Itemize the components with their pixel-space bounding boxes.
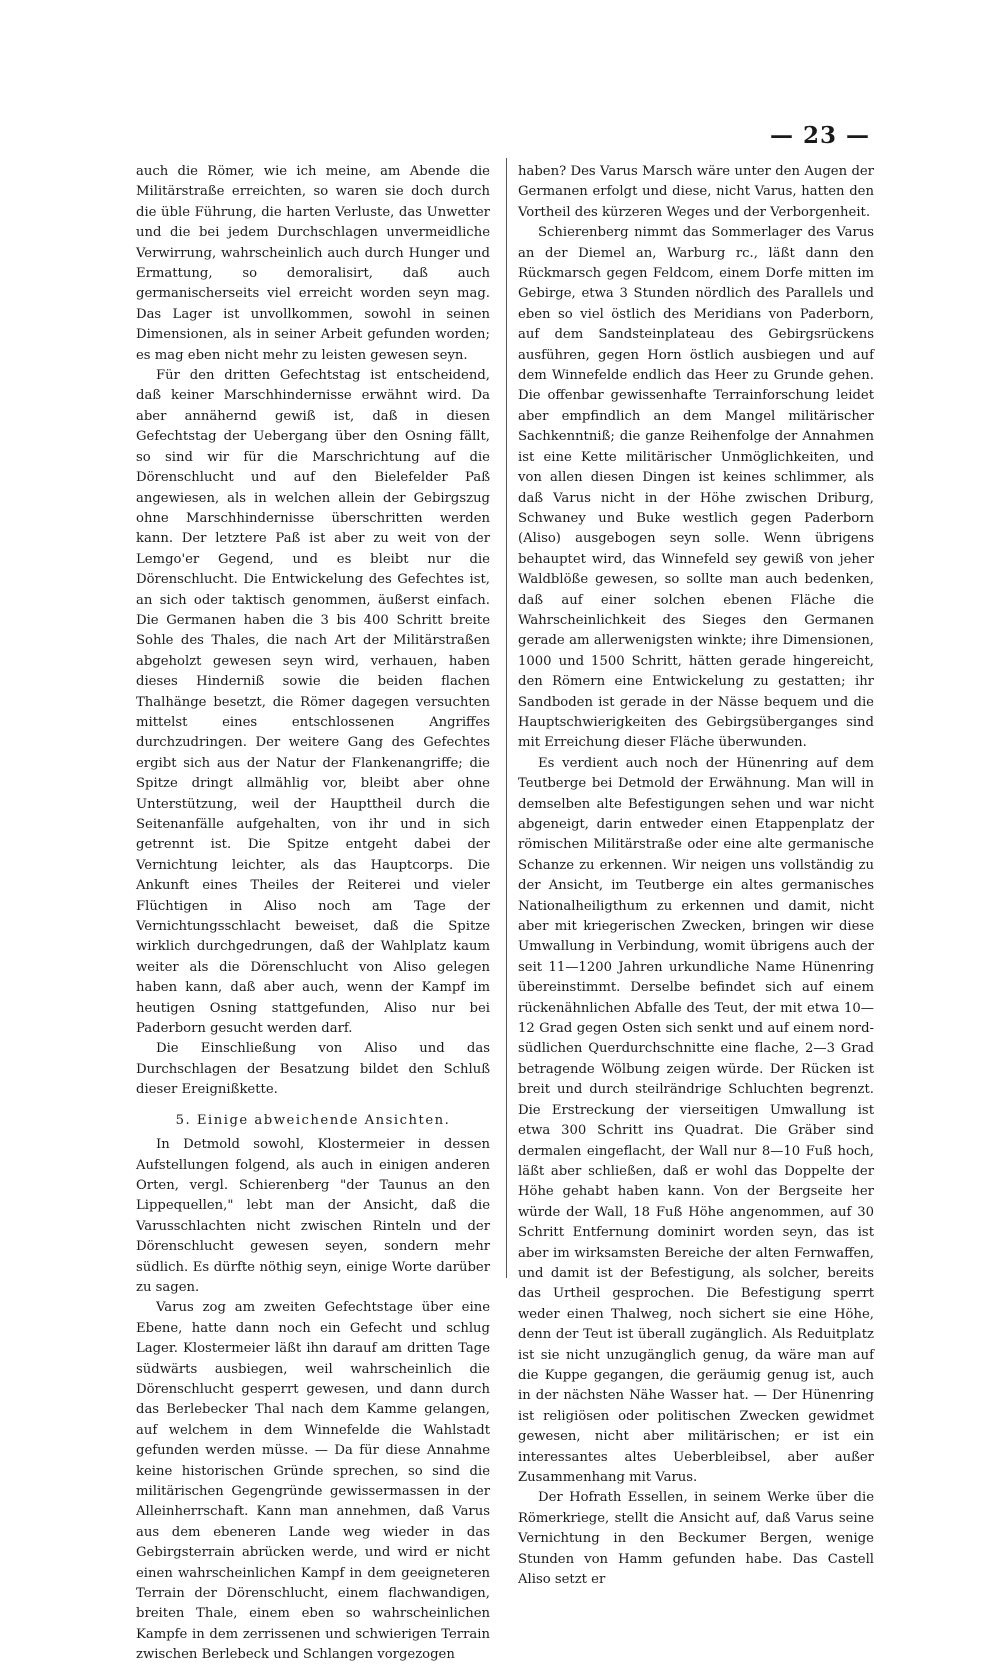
page-number: — 23 — <box>769 122 870 149</box>
paragraph: Es verdient auch noch der Hünenring auf dem Teutberge bei Detmold der Erwähnung. Man will in demselben alte Befestigungen sehen und war nicht abgeneigt, darin entweder einen Etappenplatz der römischen Militärstraße oder eine alte germanische Schanze zu erkennen. Wir neigen uns vollständig zu der Ansicht, im Teutberge ein altes germanisches Nationalheiligthum zu erkennen und damit, nicht aber mit kriegerischen Zwecken, bringen wir diese Umwallung in Verbindung, womit übrigens auch der seit 11—1200 Jahren urkundliche Name Hünenring übereinstimmt. Derselbe befindet sich auf einem rückenähnlichen Abfalle des Teut, der mit etwa 10—12 Grad gegen Osten sich senkt und auf einem nord-südlichen Querdurchschnitte eine flache, 2—3 Grad betragende Wölbung zeigen würde. Der Rücken ist breit und durch steilrändrige Schluchten begrenzt. Die Erstreckung der vierseitigen Umwallung ist etwa 300 Schritt ins Quadrat. Die Gräber sind dermalen eingeflacht, der Wall nur 8—10 Fuß hoch, läßt aber schließen, daß er wohl das Doppelte der Höhe gehabt haben kann. Von der Bergseite her würde der Wall, 18 Fuß Höhe angenommen, auf 30 Schritt Entfernung dominirt worden seyn, das ist aber im wirksamsten Bereiche der alten Fernwaffen, und damit ist der Befestigung, als solcher, bereits das Urtheil gesprochen. Die Befestigung sperrt weder einen Thalweg, noch sichert sie eine Höhe, denn der Teut ist überall zugänglich. Als Reduitplatz ist sie nicht unzugänglich genug, da wäre man auf die Kuppe gegangen, die geräumig genug ist, auch in der nächsten Nähe Wasser hat. — Der Hünenring ist religiösen oder politischen Zwecken gewidmet gewesen, nicht aber militärischen; er ist ein interessantes altes Ueberbleibsel, aber außer Zusammenhang mit Varus. <box>518 755 874 1485</box>
paragraph: Für den dritten Gefechtstag ist entscheidend, daß keiner Marschhindernisse erwähnt wird. Da aber annähernd gewiß ist, daß in diesen Gefechtstag der Uebergang über den Osning fällt, so sind wir für die Marschrichtung auf die Dörenschlucht und auf den Bielefelder Paß angewiesen, als in welchen allein der Gebirgszug ohne Marschhindernisse überschritten werden kann. Der letztere Paß ist aber zu weit von der Lemgo'er Gegend, und es bleibt nur die Dörenschlucht. Die Entwickelung des Gefechtes ist, an sich oder taktisch genommen, äußerst einfach. Die Germanen haben die 3 bis 400 Schritt breite Sohle des Thales, die nach Art der Militärstraßen abgeholzt gewesen seyn wird, verhauen, haben dieses Hinderniß sowie die beiden flachen Thalhänge besetzt, die Römer dagegen versuchten mittelst eines entschlossenen Angriffes durchzudringen. Der weitere Gang des Gefechtes ergibt sich aus der Natur der Flankenangriffe; die Spitze dringt allmählig vor, bleibt aber ohne Unterstützung, weil der Haupttheil durch die Seitenanfälle aufgehalten, von ihr und in sich getrennt ist. Die Spitze entgeht dabei der Vernichtung leichter, als das Hauptcorps. Die Ankunft eines Theiles der Reiterei und vieler Flüchtigen in Aliso noch am Tage der Vernichtungsschlacht beweiset, daß die Spitze wirklich durchgedrungen, daß der Wahlplatz kaum weiter als die Dörenschlucht von Aliso gelegen haben kann, daß aber auch, wenn der Kampf im heutigen Osning stattgefunden, Aliso nur bei Paderborn gesucht werden darf. <box>136 368 490 1037</box>
column-divider <box>506 158 507 1278</box>
paragraph: Schierenberg nimmt das Sommerlager des Varus an der Diemel an, Warburg rc., läßt dann den Rückmarsch gegen Feldcom, einem Dorfe mitten im Gebirge, etwa 3 Stunden nördlich des Parallels und eben so viel östlich des Meridians von Paderborn, auf dem Sandsteinplateau des Gebirgsrückens ausführen, gegen Horn östlich ausbiegen und auf dem Winnefelde endlich das Heer zu Grunde gehen. Die offenbar gewissenhafte Terrainforschung leidet aber empfindlich an dem Mangel militärischer Sachkenntniß; die ganze Reihenfolge der Annahmen ist eine Kette militärischer Unmöglichkeiten, und von allen diesen Dingen ist keines schlimmer, als daß Varus nicht in der Höhe zwischen Driburg, Schwaney und Buke westlich gegen Paderborn (Aliso) ausgebogen seyn solle. Wenn übrigens behauptet wird, das Winnefeld sey gewiß von jeher Waldblöße gewesen, so sollte man auch bedenken, daß auf einer solchen ebenen Fläche die Wahrscheinlichkeit des Sieges den Germanen gerade am allerwenigsten winkte; ihre Dimensionen, 1000 und 1500 Schritt, hätten gerade hingereicht, den Römern eine Entwickelung zu gestatten; ihr Sandboden ist gerade in der Nässe bequem und die Hauptschwierigkeiten des Gebirgsüberganges sind mit Erreichung dieser Fläche überwunden. <box>518 225 874 751</box>
paragraph: In Detmold sowohl, Klostermeier in dessen Aufstellungen folgend, als auch in einigen anderen Orten, vergl. Schierenberg "der Taunus an den Lippequellen," lebt man der Ansicht, daß die Varusschlachten nicht zwischen Rinteln und der Dörenschlucht gewesen seyen, sondern mehr südlich. Es dürfte nöthig seyn, einige Worte darüber zu sagen. <box>136 1137 490 1295</box>
right-column <box>518 162 874 1590</box>
paragraph: Varus zog am zweiten Gefechtstage über eine Ebene, hatte dann noch ein Gefecht und schlug Lager. Klostermeier läßt ihn darauf am dritten Tage südwärts ausbiegen, weil wahrscheinlich die Dörenschlucht gesperrt gewesen, und dann durch das Berlebecker Thal nach dem Kamme gelangen, auf welchem in dem Winnefelde die Wahlstadt gefunden werden müsse. — Da für diese Annahme keine historischen Gründe sprechen, so sind die militärischen Gegengründe gewissermassen in der Alleinherrschaft. Kann man annehmen, daß Varus aus dem ebeneren Lande weg wieder in das Gebirgsterrain abrücken werde, und wird er nicht einen wahrscheinlichen Kampf in dem geeigneteren Terrain der Dörenschlucht, einem flachwandigen, breiten Thale, einem eben so wahrscheinlichen Kampfe in dem zerrissenen und schwierigen Terrain zwischen Berlebeck und Schlangen vorgezogen <box>136 1300 490 1663</box>
paragraph: auch die Römer, wie ich meine, am Abende die Militärstraße erreichten, so waren sie doch durch die üble Führung, die harten Verluste, das Unwetter und die bei jedem Durchschlagen unvermeidliche Verwirrung, wahrscheinlich auch durch Hunger und Ermattung, so demoralisirt, daß auch germanischerseits viel erreicht worden seyn mag. Das Lager ist unvollkommen, sowohl in seinen Dimensionen, als in seiner Arbeit gefunden worden; es mag eben nicht mehr zu leisten gewesen seyn. <box>136 164 490 363</box>
section-heading: 5. Einige abweichende Ansichten. <box>175 1112 451 1128</box>
paragraph: Der Hofrath Essellen, in seinem Werke über die Römerkriege, stellt die Ansicht auf, daß Varus seine Vernichtung in den Beckumer Bergen, wenige Stunden von Hamm gefunden habe. Das Castell Aliso setzt er <box>518 1490 874 1588</box>
left-column <box>136 162 490 1666</box>
paragraph: Die Einschließung von Aliso und das Durchschlagen der Besatzung bildet den Schluß dieser Ereignißkette. <box>136 1041 490 1098</box>
paragraph: haben? Des Varus Marsch wäre unter den Augen der Germanen erfolgt und diese, nicht Varus, hatten den Vortheil des kürzeren Weges und der Verborgenheit. <box>518 164 874 220</box>
